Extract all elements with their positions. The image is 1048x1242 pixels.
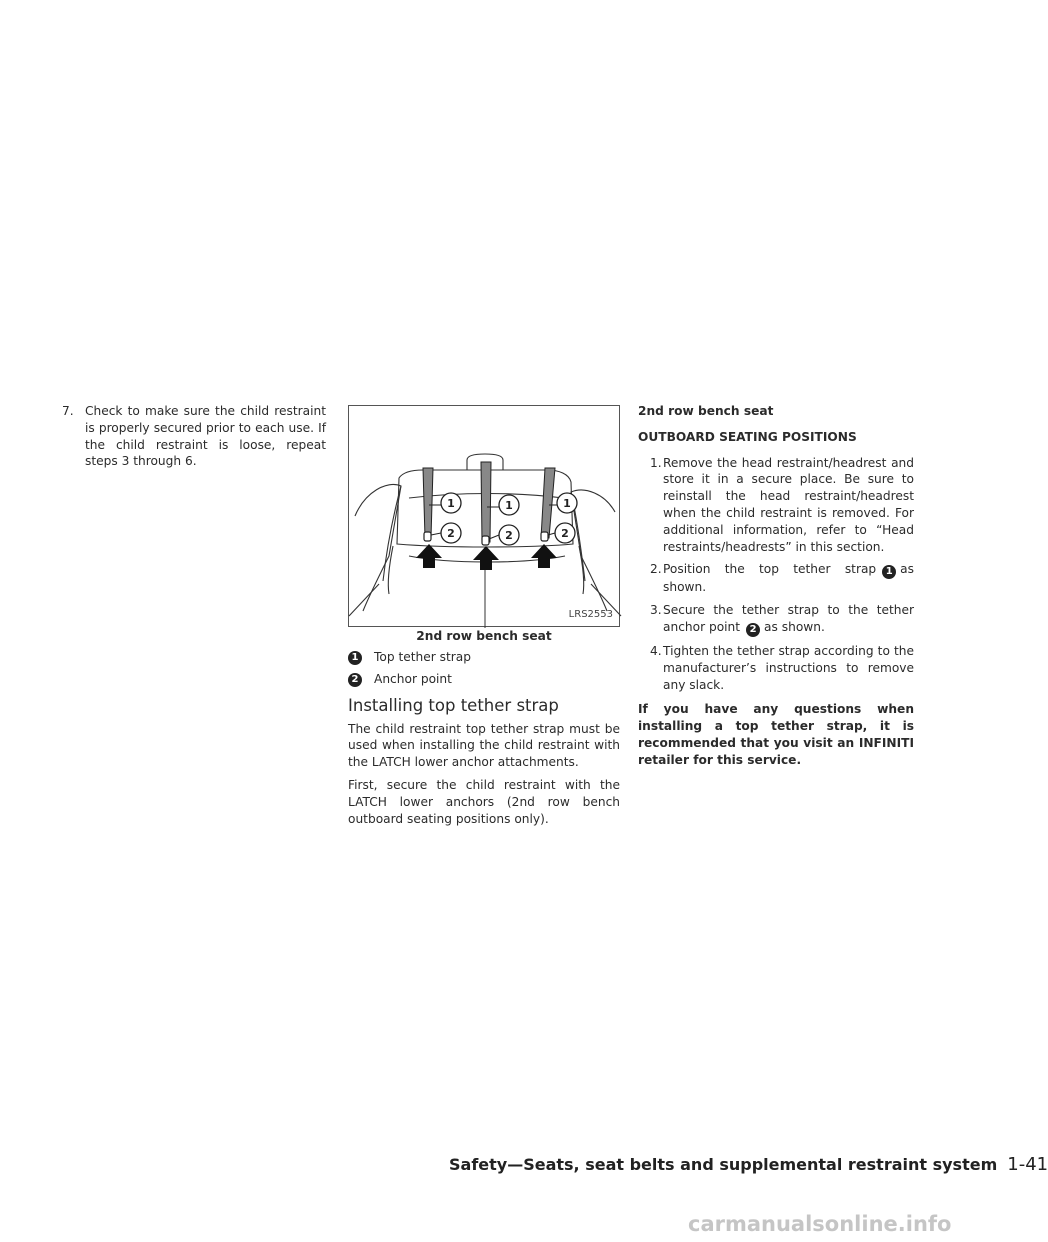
seat-illustration <box>348 405 620 627</box>
step-number: 2. <box>650 562 662 577</box>
marker-2-center: 2 <box>505 529 513 542</box>
step-text: as shown. <box>764 619 825 634</box>
section-title: Installing top tether strap <box>348 695 559 715</box>
step-text: Check to make sure the child restraint is properly secured prior to each use. If the child restraint is loose, repeat steps 3 through 6. <box>85 404 326 469</box>
number-badge-icon: 1 <box>348 651 362 665</box>
chapter-title: Safety—Seats, seat belts and supplemental restraint system <box>449 1155 998 1174</box>
number-badge-icon: 2 <box>348 673 362 687</box>
paragraph: The child restraint top tether strap must be used when installing the child restraint with the LATCH lower anchor attachments. <box>348 721 620 770</box>
figure-caption: 2nd row bench seat <box>416 629 552 643</box>
bench-seat-drawing <box>349 406 621 628</box>
step-text: Secure the tether strap to the tether anchor point <box>663 603 914 634</box>
paragraph: First, secure the child restraint with the LATCH lower anchors (2nd row bench outboard seating positions only). <box>348 777 620 826</box>
marker-1-right: 1 <box>563 497 571 510</box>
step-text: Remove the head restraint/headrest and store it in a secure place. Be sure to reinstall the head restraint/headrest when the child restraint is removed. For additional information, refer to “Head restraints/headrests” in this section. <box>663 455 914 554</box>
number-badge-icon: 2 <box>746 623 760 637</box>
step-number: 1. <box>650 455 662 470</box>
step-text: Tighten the tether strap according to the manufacturer’s instructions to remove any slack. <box>663 643 914 692</box>
step-text: as shown. <box>663 562 914 595</box>
step-item <box>638 561 914 596</box>
marker-2-right: 2 <box>561 527 569 540</box>
page-footer <box>449 1154 1048 1175</box>
right-column <box>638 403 914 775</box>
marker-2-left: 2 <box>447 527 455 540</box>
marker-1-center: 1 <box>505 499 513 512</box>
page-number: 1-41 <box>1007 1154 1048 1175</box>
step-text: Position the top tether strap <box>663 562 877 577</box>
legend-label: Top tether strap <box>374 650 471 665</box>
step-number: 4. <box>650 643 662 658</box>
subheading: 2nd row bench seat <box>638 404 774 418</box>
watermark: carmanualsonline.info <box>688 1212 952 1236</box>
number-badge-icon: 1 <box>882 565 896 579</box>
legend-item <box>348 671 620 689</box>
step-number: 7. <box>62 404 74 418</box>
middle-column <box>348 405 620 833</box>
step-item <box>638 455 914 556</box>
legend-label: Anchor point <box>374 672 452 687</box>
step-item <box>638 602 914 637</box>
legend-item <box>348 649 620 667</box>
marker-1-left: 1 <box>447 497 455 510</box>
step-7 <box>62 403 326 470</box>
step-item <box>638 643 914 693</box>
step-list <box>638 455 914 694</box>
subheading: OUTBOARD SEATING POSITIONS <box>638 429 857 444</box>
warning-paragraph: If you have any questions when installing a top tether strap, it is recommended that you visit an INFINITI retailer for this service. <box>638 702 914 767</box>
step-number: 3. <box>650 603 662 618</box>
figure-code: LRS2553 <box>568 609 613 621</box>
left-column <box>62 403 326 470</box>
